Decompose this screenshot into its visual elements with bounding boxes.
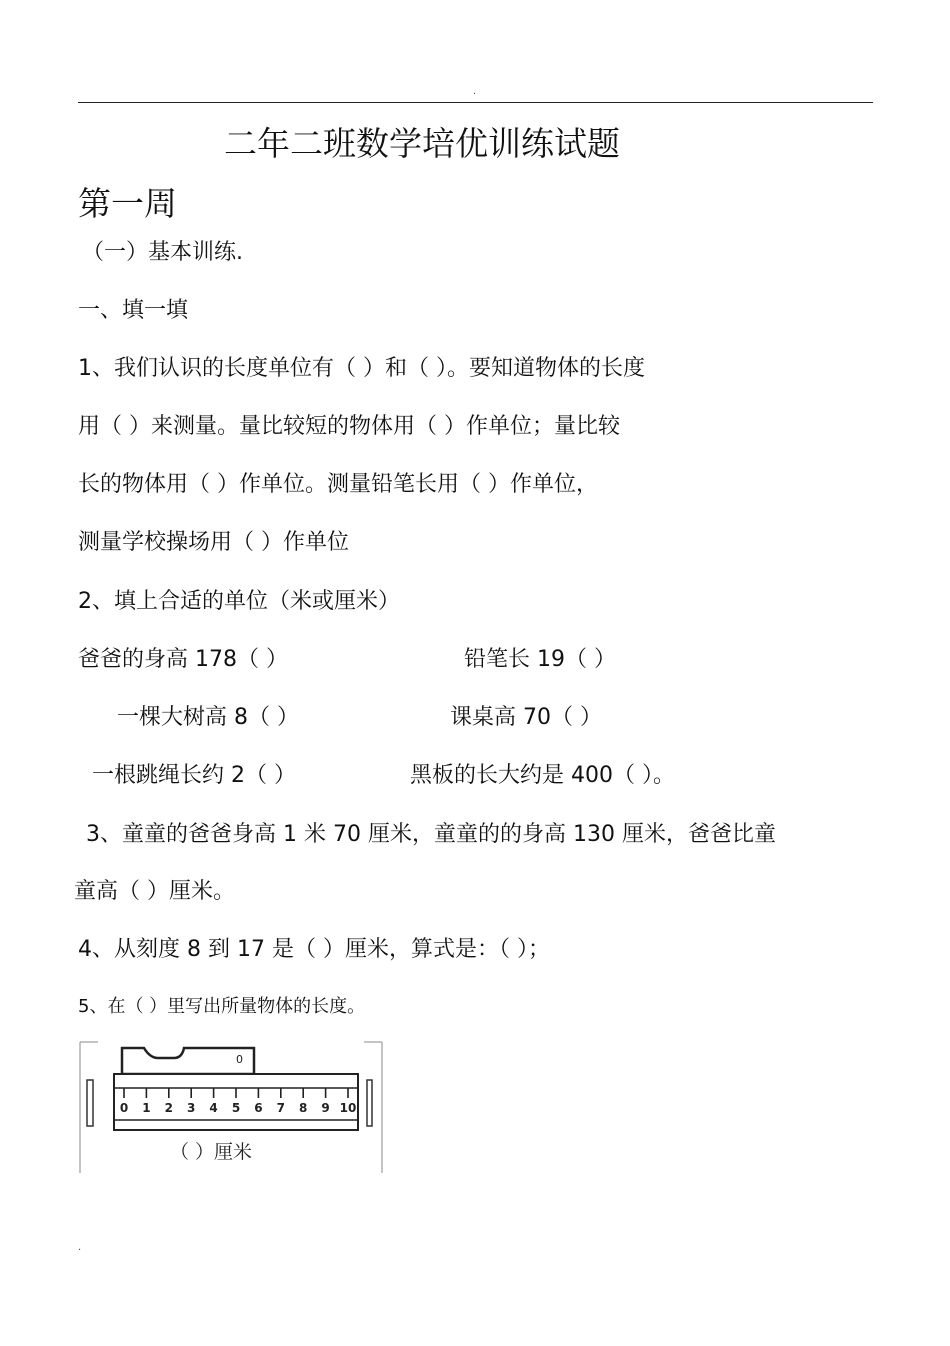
ruler-number: 0 [119,1101,129,1115]
header-rule [78,102,873,103]
ruler-number: 7 [276,1101,285,1115]
q1-line1: 1、我们认识的长度单位有（ ）和（ ）。要知道物体的长度 [78,356,645,381]
header-dot: . [473,86,477,97]
q1-line3: 长的物体用（ ）作单位。测量铅笔长用（ ）作单位， [78,472,598,497]
part1-heading: 一、填一填 [78,298,189,323]
measured-object [122,1048,254,1074]
ruler-number: 2 [164,1101,173,1115]
q4: 4、从刻度 8 到 17 是（ ）厘米，算式是：（ ）； [78,937,550,962]
ruler-number: 8 [299,1101,308,1115]
section-basic: （一）基本训练. [82,240,243,265]
ruler-number: 4 [209,1101,218,1115]
q2-item: 课桌高 70（ ） [450,705,602,730]
ruler-number: 1 [142,1101,151,1115]
answer-label: （ ）厘米 [170,1141,253,1163]
page-title: 二年二班数学培优训练试题 [224,124,620,163]
object-label: 0 [236,1053,243,1066]
ruler-number: 10 [339,1101,357,1115]
ruler-number: 9 [321,1101,330,1115]
q2-item: 一棵大树高 8（ ） [117,705,299,730]
q3-line2: 童高（ ）厘米。 [74,879,235,904]
q2-item: 爸爸的身高 178（ ） [78,647,288,672]
footer-dot: . [78,1242,82,1253]
q2-item: 黑板的长大约是 400（ ）。 [410,763,675,788]
q2-item: 一根跳绳长约 2（ ） [92,763,296,788]
q3-line1: 3、童童的爸爸身高 1 米 70 厘米，童童的的身高 130 厘米，爸爸比童 [86,822,776,847]
ruler-illustration [78,1040,388,1175]
q1-line2: 用（ ）来测量。量比较短的物体用（ ）作单位；量比较 [78,414,620,439]
q2-heading: 2、填上合适的单位（米或厘米） [78,589,400,614]
ruler-number: 6 [254,1101,263,1115]
week-heading: 第一周 [78,184,177,223]
q1-line4: 测量学校操场用（ ）作单位 [78,530,349,555]
q2-item: 铅笔长 19（ ） [464,647,616,672]
ruler-figure [78,1040,388,1175]
ruler-number: 5 [231,1101,241,1115]
q5: 5、在（ ）里写出所量物体的长度。 [78,996,366,1017]
ruler-number: 3 [187,1101,196,1115]
